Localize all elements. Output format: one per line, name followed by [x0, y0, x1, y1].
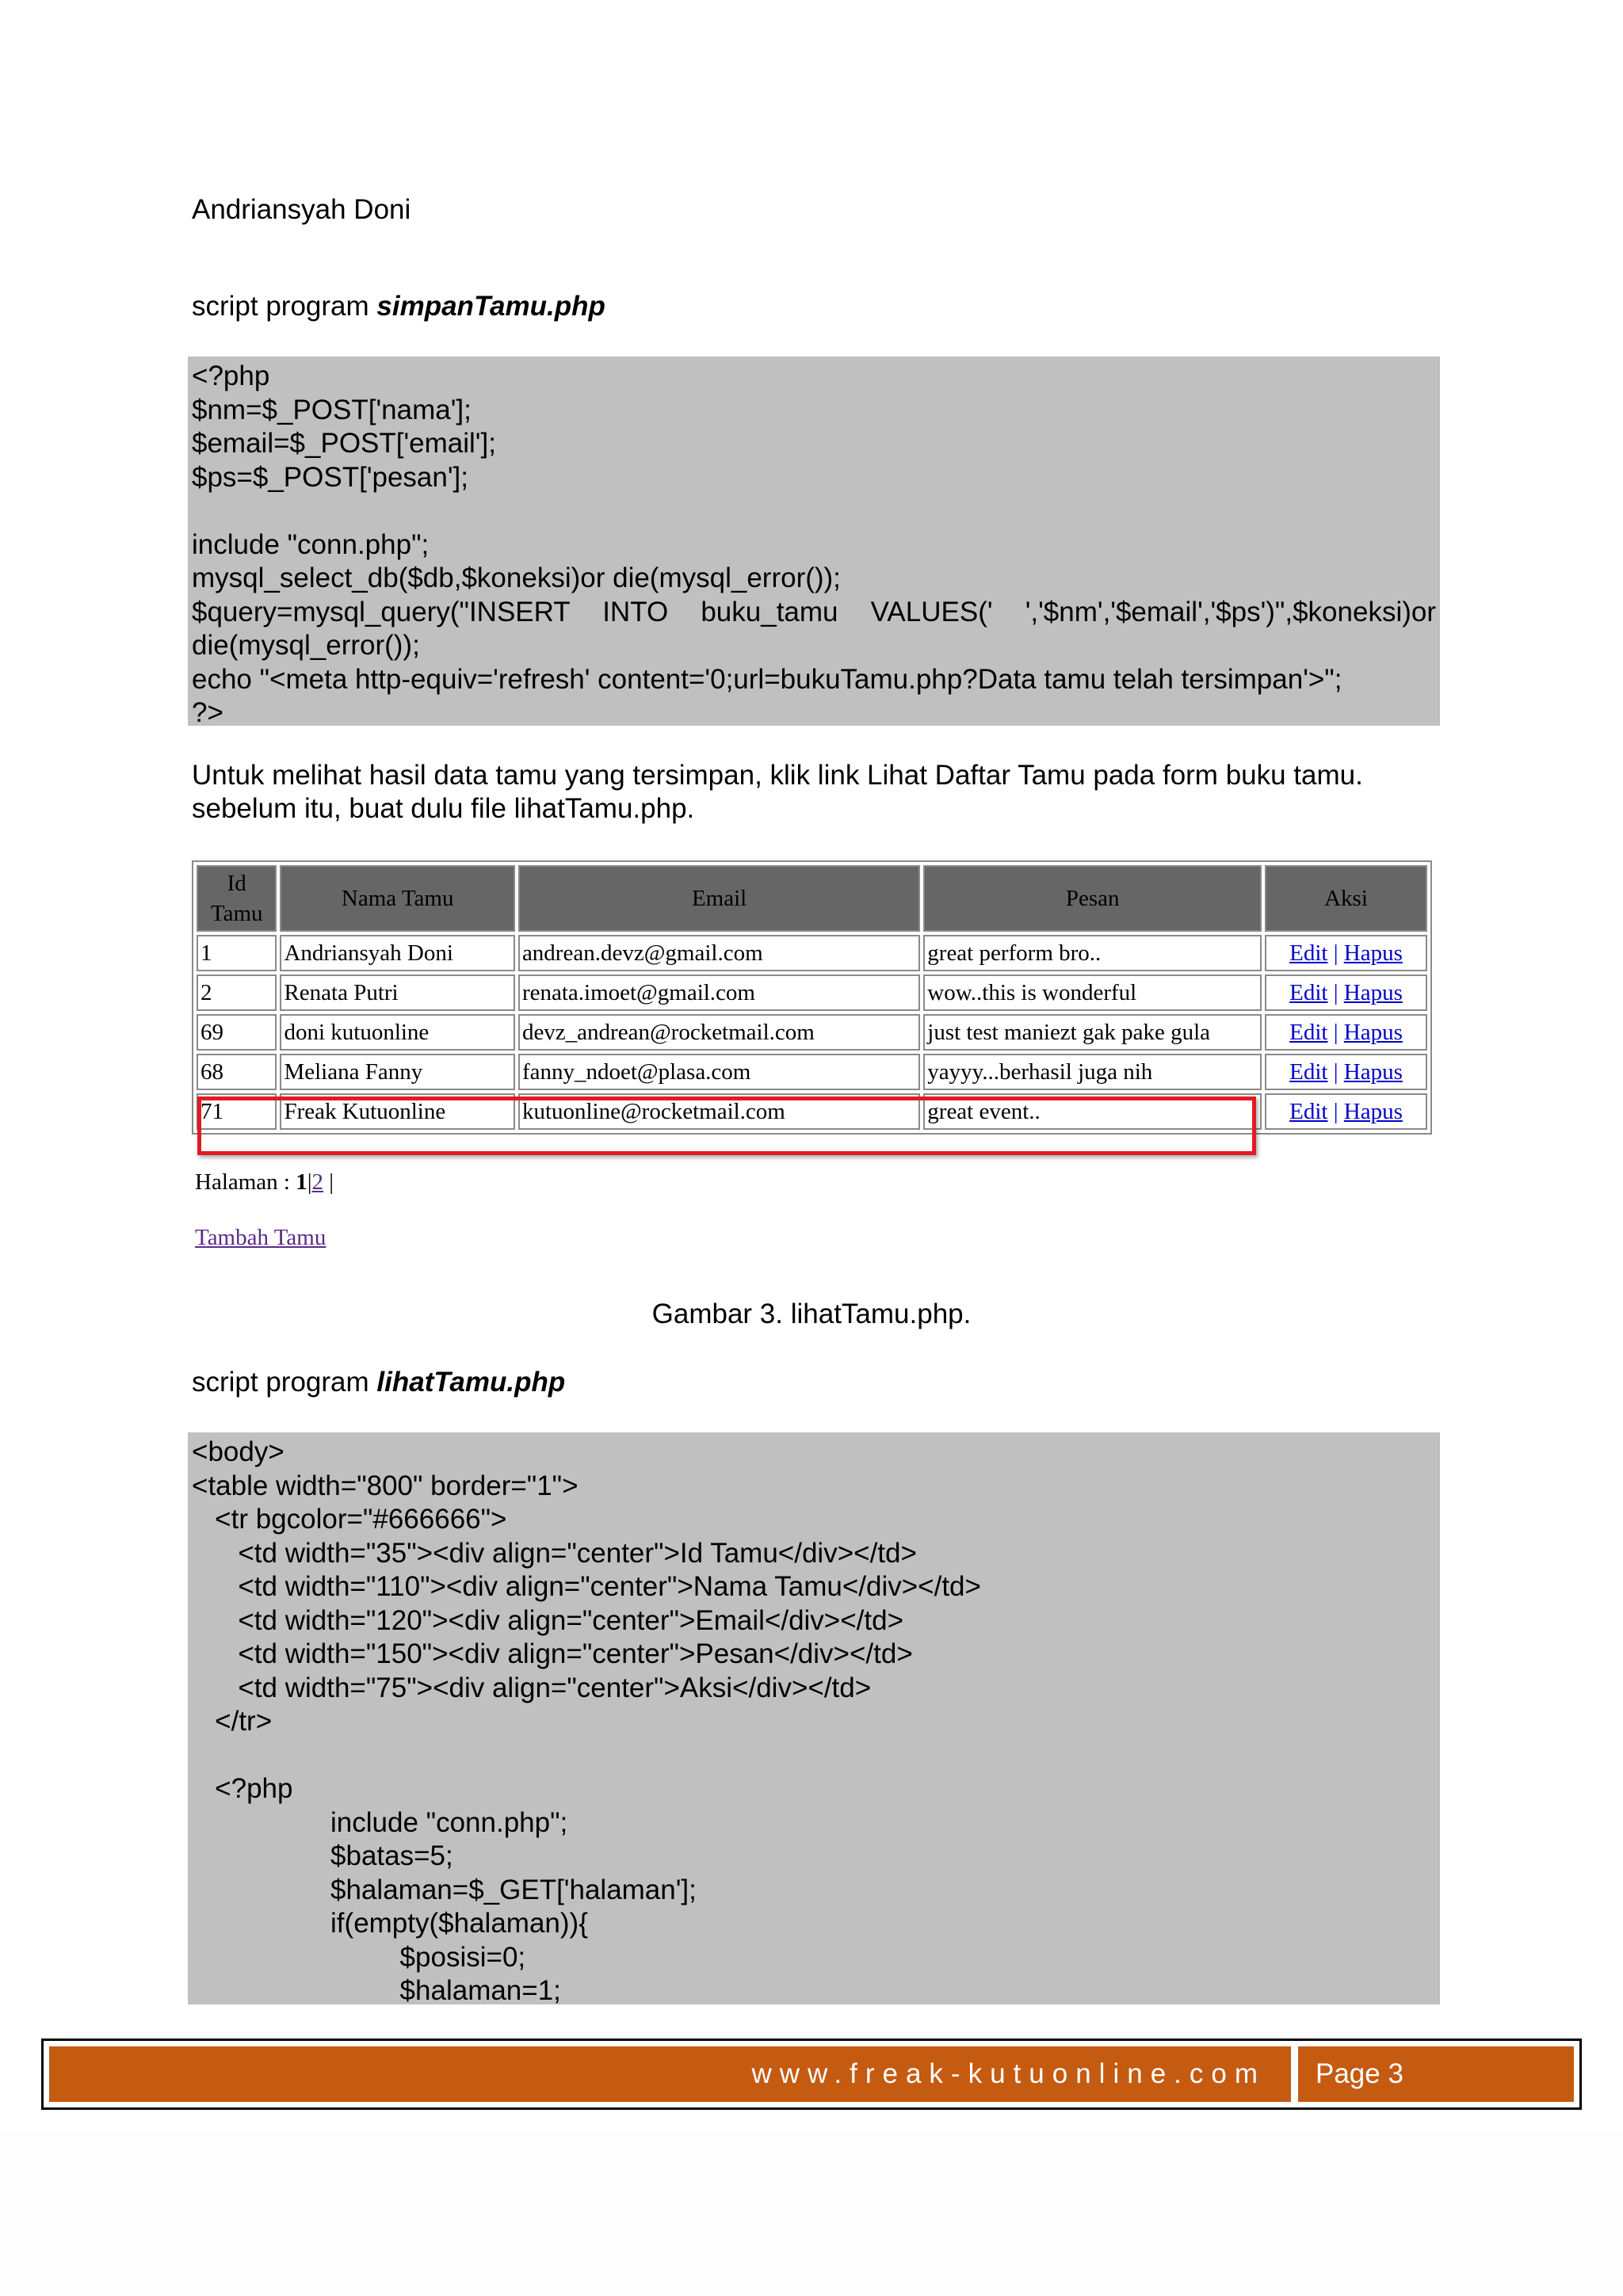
section-heading-simpantamu: [192, 290, 605, 323]
code-line: <?php: [192, 360, 270, 391]
body-paragraph: Untuk melihat hasil data tamu yang tersimpan, klik link Lihat Daftar Tamu pada form buku tamu. sebelum itu, buat dulu file lihatTamu.php.: [192, 760, 1363, 824]
action-separator: |: [1327, 979, 1344, 1005]
code-line: if(empty($halaman)){: [192, 1908, 588, 1939]
cell-email: renata.imoet@gmail.com: [518, 974, 920, 1011]
code-line: include "conn.php";: [192, 528, 430, 560]
cell-id: 68: [197, 1054, 277, 1090]
code-line: $query=mysql_query("INSERT INTO buku_tamu VALUES(' ','$nm','$email','$ps')",$koneksi)or: [192, 596, 1436, 627]
heading-filename: lihatTamu.php: [376, 1367, 566, 1398]
code-line: ?>: [192, 697, 223, 728]
cell-email: kutuonline@rocketmail.com: [518, 1093, 920, 1130]
code-line: include "conn.php";: [192, 1806, 568, 1838]
section-heading-lihattamu: [192, 1366, 565, 1399]
edit-link[interactable]: Edit: [1289, 940, 1328, 966]
heading-prefix: script program: [192, 1367, 377, 1398]
cell-pesan: great perform bro..: [923, 935, 1262, 971]
code-line: </tr>: [192, 1706, 273, 1737]
edit-link[interactable]: Edit: [1289, 1058, 1328, 1085]
hapus-link[interactable]: Hapus: [1343, 940, 1403, 966]
cell-email: devz_andrean@rocketmail.com: [518, 1014, 920, 1051]
code-line: <tr bgcolor="#666666">: [192, 1504, 507, 1535]
author-name: Andriansyah Doni: [192, 194, 411, 225]
code-line: $ps=$_POST['pesan'];: [192, 461, 468, 493]
code-line: <td width="75"><div align="center">Aksi</div></td>: [192, 1672, 872, 1703]
page-lower-area: [0, 2131, 1623, 2296]
cell-nama: Renata Putri: [280, 974, 514, 1011]
code-line: [192, 1739, 1440, 1773]
edit-link[interactable]: Edit: [1289, 979, 1328, 1005]
cell-pesan: wow..this is wonderful: [923, 974, 1262, 1011]
header-pesan: Pesan: [923, 865, 1262, 932]
cell-email: andrean.devz@gmail.com: [518, 935, 920, 971]
edit-link[interactable]: Edit: [1289, 1019, 1328, 1045]
cell-pesan: yayyy...berhasil juga nih: [923, 1054, 1262, 1090]
table-row: [197, 974, 1427, 1011]
hapus-link[interactable]: Hapus: [1343, 1098, 1403, 1124]
cell-aksi: [1265, 974, 1427, 1011]
pagination: [195, 1169, 334, 1196]
cell-nama: Freak Kutuonline: [280, 1093, 514, 1130]
code-line: <td width="110"><div align="center">Nama Tamu</div></td>: [192, 1571, 981, 1602]
figure-screenshot: [192, 860, 1432, 1264]
cell-nama: Meliana Fanny: [280, 1054, 514, 1090]
heading-filename: simpanTamu.php: [376, 291, 605, 322]
code-line: <body>: [192, 1436, 285, 1467]
cell-pesan: just test maniezt gak pake gula: [923, 1014, 1262, 1051]
cell-id: 71: [197, 1093, 277, 1130]
cell-email: fanny_ndoet@plasa.com: [518, 1054, 920, 1090]
action-separator: |: [1327, 1019, 1344, 1045]
code-line: die(mysql_error());: [192, 630, 420, 661]
cell-aksi: [1265, 1054, 1427, 1090]
header-nama: Nama Tamu: [280, 865, 514, 932]
code-line: $posisi=0;: [192, 1941, 526, 1973]
header-id-line2: Tamu: [210, 901, 263, 926]
code-line: $halaman=1;: [192, 1975, 561, 2006]
cell-nama: Andriansyah Doni: [280, 935, 514, 971]
row-highlight-box: [197, 1097, 1256, 1155]
code-line: <td width="150"><div align="center">Pesan</div></td>: [192, 1638, 913, 1669]
edit-link[interactable]: Edit: [1289, 1098, 1328, 1124]
code-line: [192, 494, 1440, 528]
table-row: [197, 1014, 1427, 1051]
action-separator: |: [1327, 1058, 1344, 1085]
cell-aksi: [1265, 935, 1427, 971]
cell-pesan: great event..: [923, 1093, 1262, 1130]
code-line: echo "<meta http-equiv='refresh' content='0;url=bukuTamu.php?Data tamu telah tersimpan'>";: [192, 663, 1342, 695]
code-line: <?php: [192, 1773, 293, 1804]
footer-page-number: Page 3: [1298, 2046, 1574, 2102]
header-aksi: Aksi: [1265, 865, 1427, 932]
hapus-link[interactable]: Hapus: [1343, 979, 1403, 1005]
cell-nama: doni kutuonline: [280, 1014, 514, 1051]
header-id-line1: Id: [227, 871, 246, 896]
cell-id: 1: [197, 935, 277, 971]
code-line: $halaman=$_GET['halaman'];: [192, 1874, 697, 1905]
page-separator: |: [307, 1169, 312, 1195]
heading-prefix: script program: [192, 291, 377, 322]
cell-aksi: [1265, 1093, 1427, 1130]
code-block-simpantamu: [188, 357, 1440, 726]
code-line: <table width="800" border="1">: [192, 1470, 579, 1501]
table-row: [197, 935, 1427, 971]
code-line: <td width="120"><div align="center">Email</div></td>: [192, 1604, 904, 1636]
hapus-link[interactable]: Hapus: [1343, 1058, 1403, 1085]
table-header-row: [197, 865, 1427, 932]
page-current: 1: [296, 1169, 307, 1195]
tambah-tamu-link[interactable]: Tambah Tamu: [195, 1225, 327, 1250]
code-line: $email=$_POST['email'];: [192, 428, 496, 459]
page-link-2[interactable]: 2: [311, 1169, 324, 1195]
figure-caption: Gambar 3. lihatTamu.php.: [651, 1299, 972, 1329]
code-line: <td width="35"><div align="center">Id Tamu</div></td>: [192, 1537, 917, 1569]
code-line: $nm=$_POST['nama'];: [192, 394, 472, 425]
action-separator: |: [1327, 1098, 1344, 1124]
halaman-label: Halaman :: [195, 1169, 296, 1195]
code-line: mysql_select_db($db,$koneksi)or die(mysql_error());: [192, 563, 841, 593]
cell-id: 69: [197, 1014, 277, 1051]
code-line: $batas=5;: [192, 1840, 453, 1871]
header-email: Email: [518, 865, 920, 932]
header-id: [197, 865, 277, 932]
table-row: [197, 1054, 1427, 1090]
cell-aksi: [1265, 1014, 1427, 1051]
action-separator: |: [1327, 940, 1344, 966]
code-block-lihattamu: [188, 1432, 1440, 2004]
cell-id: 2: [197, 974, 277, 1011]
hapus-link[interactable]: Hapus: [1343, 1019, 1403, 1045]
footer-url: www.freak-kutuonline.com: [751, 2058, 1266, 2089]
guest-table: [192, 860, 1432, 1135]
page-trail: |: [323, 1169, 334, 1195]
